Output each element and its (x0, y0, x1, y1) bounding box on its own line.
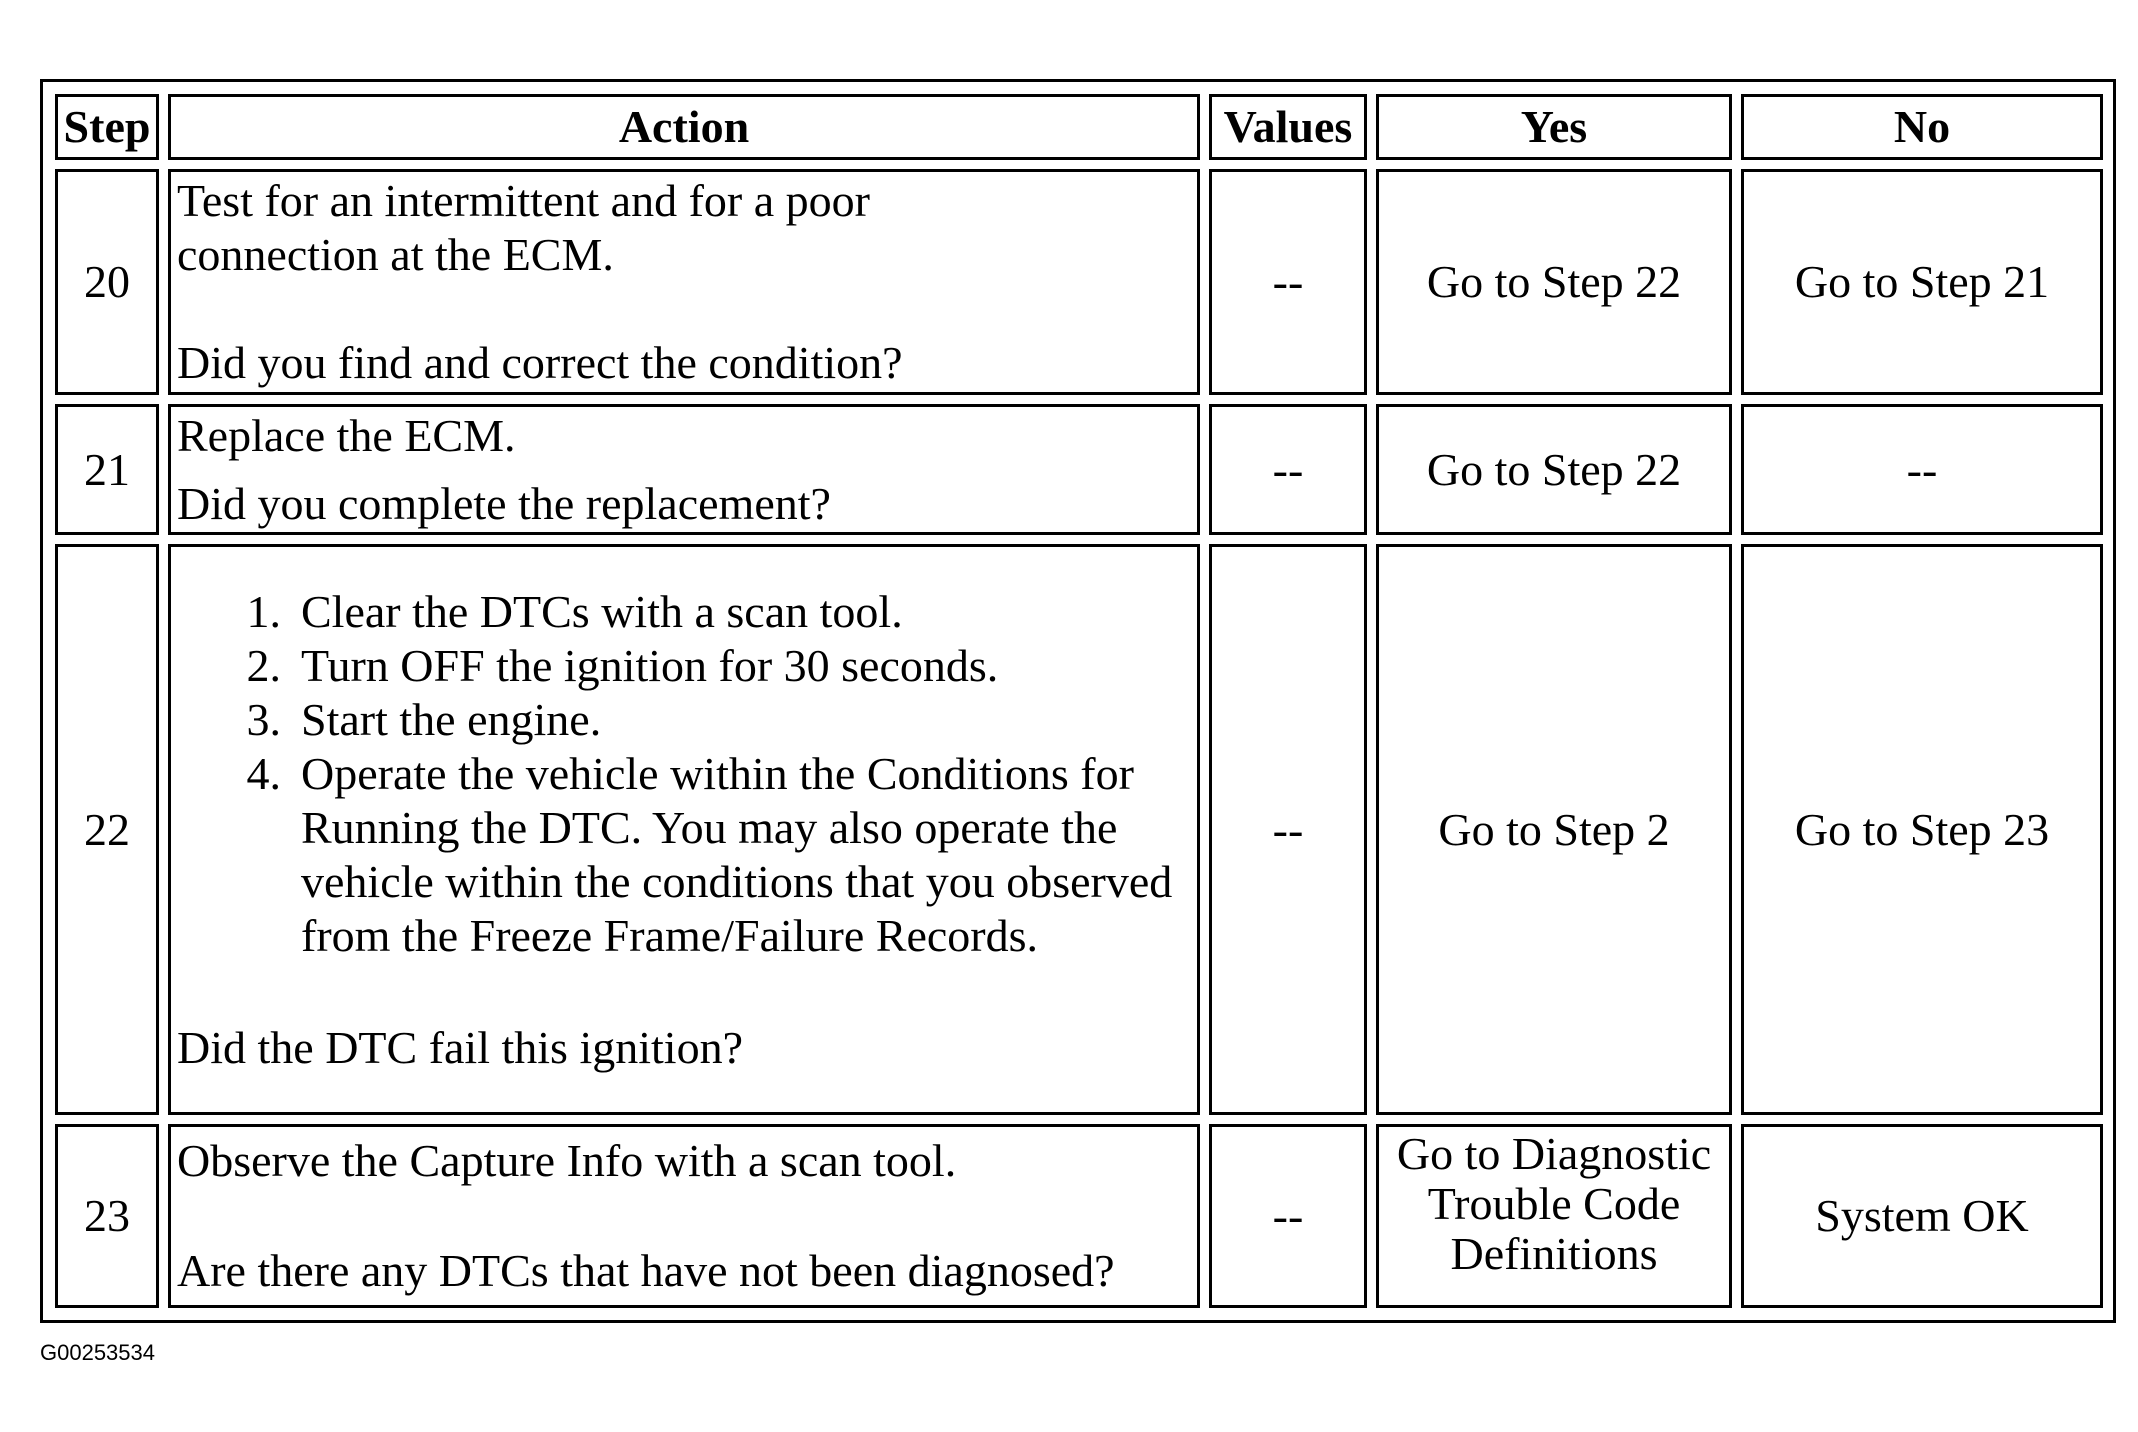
table-row (55, 169, 2103, 395)
action-text: Observe the Capture Info with a scan tool. (177, 1135, 957, 1187)
yes-outcome: Go to Diagnostic Trouble Code Definitions (1376, 1124, 1732, 1308)
table-row (55, 544, 2103, 1115)
values-cell: -- (1209, 544, 1367, 1115)
header-yes: Yes (1376, 94, 1732, 160)
diagnostic-table (46, 85, 2112, 1317)
yes-outcome: Go to Step 22 (1376, 404, 1732, 535)
list-item: 4. Operate the vehicle within the Conditions for Running the DTC. You may also operate the vehicle within the conditions that you observed from the Freeze Frame/Failure Records. (246, 747, 1173, 961)
action-question: Did you find and correct the condition? (177, 337, 903, 389)
header-no: No (1741, 94, 2103, 160)
step-number: 20 (55, 169, 159, 395)
figure-id: G00253534 (40, 1340, 155, 1365)
header-values: Values (1209, 94, 1367, 160)
step-number: 21 (55, 404, 159, 535)
values-cell: -- (1209, 404, 1367, 535)
no-outcome: System OK (1741, 1124, 2103, 1308)
action-cell (168, 544, 1200, 1115)
step-number: 22 (55, 544, 159, 1115)
header-step: Step (55, 94, 159, 160)
yes-outcome: Go to Step 22 (1376, 169, 1732, 395)
action-question: Did the DTC fail this ignition? (177, 1021, 743, 1073)
action-question: Are there any DTCs that have not been diagnosed? (177, 1245, 1115, 1297)
values-cell: -- (1209, 1124, 1367, 1308)
list-item: 3. Start the engine. (246, 693, 602, 745)
action-text: Test for an intermittent and for a poor connection at the ECM. (177, 175, 870, 281)
yes-outcome: Go to Step 2 (1376, 544, 1732, 1115)
action-steps-list (177, 585, 1191, 963)
list-item: 1. Clear the DTCs with a scan tool. (246, 585, 903, 637)
no-outcome: Go to Step 23 (1741, 544, 2103, 1115)
action-text: Replace the ECM. (177, 409, 516, 461)
header-row (55, 94, 2103, 160)
action-question: Did you complete the replacement? (177, 477, 831, 529)
action-cell (168, 169, 1200, 395)
no-outcome: -- (1741, 404, 2103, 535)
action-cell (168, 1124, 1200, 1308)
no-outcome: Go to Step 21 (1741, 169, 2103, 395)
table-row (55, 1124, 2103, 1308)
step-number: 23 (55, 1124, 159, 1308)
list-item: 2. Turn OFF the ignition for 30 seconds. (246, 639, 999, 691)
action-cell (168, 404, 1200, 535)
header-action: Action (168, 94, 1200, 160)
table-row (55, 404, 2103, 535)
values-cell: -- (1209, 169, 1367, 395)
